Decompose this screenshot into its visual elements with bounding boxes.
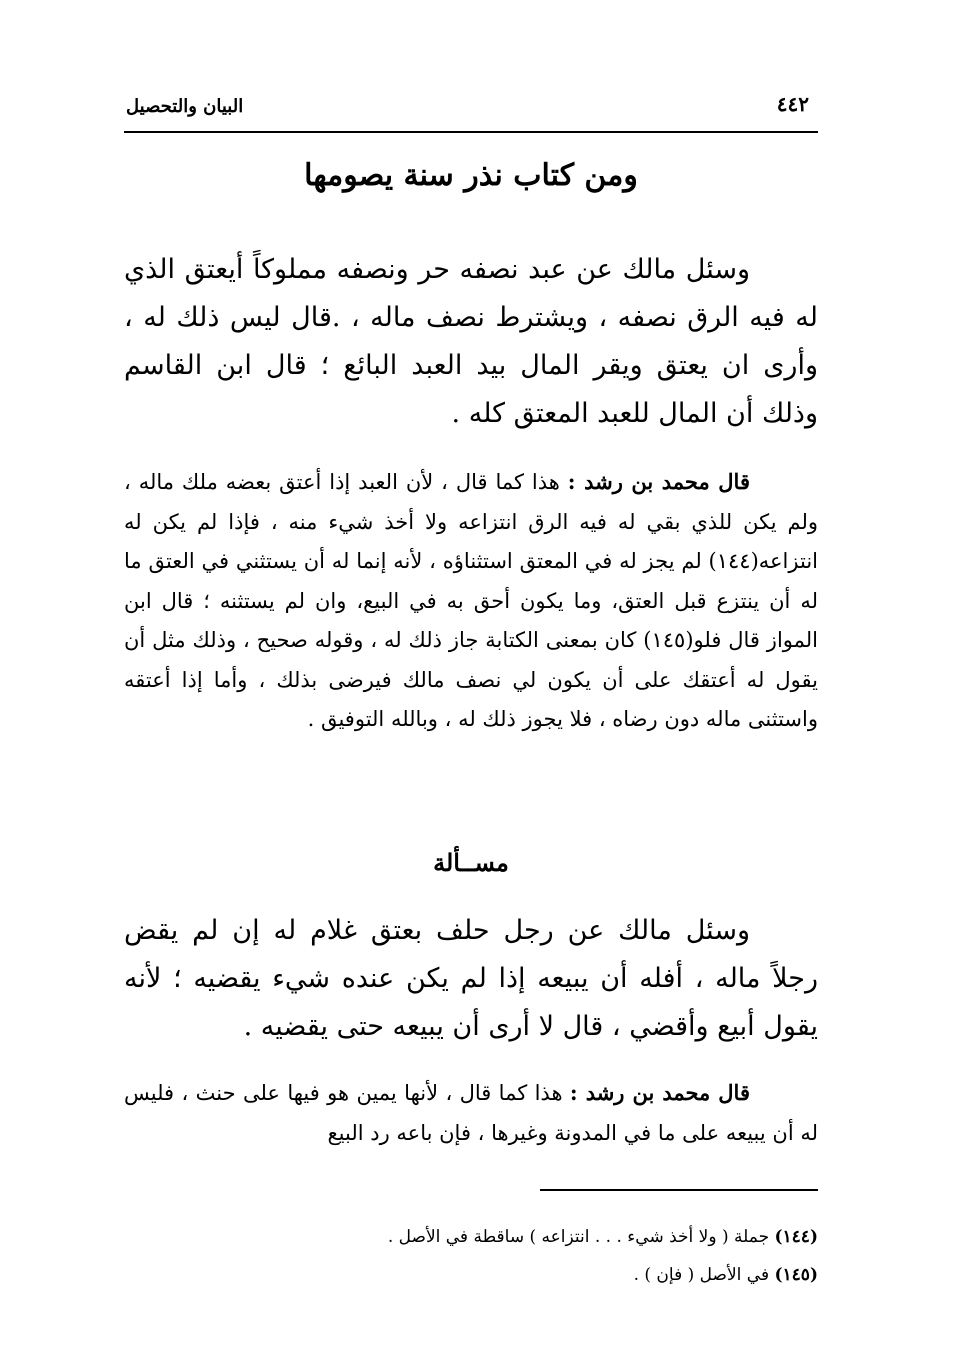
chapter-title: ومن كتاب نذر سنة يصومها xyxy=(304,158,638,193)
footnote-number: (١٤٥) xyxy=(774,1265,818,1285)
question-paragraph-1 xyxy=(124,246,818,438)
footnote-text: جملة ( ولا أخذ شيء . . . انتزاعه ) ساقطة في الأصل . xyxy=(387,1227,770,1247)
commentary-speaker-1: قال محمد بن رشد : xyxy=(567,469,750,494)
footnote-number: (١٤٤) xyxy=(774,1227,818,1247)
page-number: ٤٤٢ xyxy=(776,92,809,116)
commentary-body-1: هذا كما قال ، لأن العبد إذا أعتق بعضه ملك ماله ، ولم يكن للذي بقي له فيه الرق انتزاعه ولا أخذ شيء منه ، فإذا لم يكن له انتزاعه(١٤٤) لم يجز له في المعتق استثناؤه ، لأنه إنما له أن يستثني في العتق ما له أن ينتزع قبل العتق، وما يكون أحق به في البيع، وان لم يستثنه ؛ قال ابن المواز قال فلو(١٤٥) كان بمعنى الكتابة جاز ذلك له ، وقوله صحيح ، وذلك مثل أن يقول له أعتقك على أن يكون لي نصف مالك فيرضى بذلك ، وأما إذا أعتقه واستثنى ماله دون رضاه ، فلا يجوز ذلك له ، وبالله التوفيق . xyxy=(124,470,818,731)
question-text-2: وسئل مالك عن رجل حلف بعتق غلام له إن لم يقض رجلاً ماله ، أفله أن يبيعه إذا لم يكن عنده شيء يقضيه ؛ لأنه يقول أبيع وأقضي ، قال لا أرى أن يبيعه حتى يقضيه . xyxy=(124,915,818,1042)
footnote-145 xyxy=(124,1256,818,1294)
footnote-144 xyxy=(124,1218,818,1256)
footnote-text: في الأصل ( فإن ) . xyxy=(633,1265,770,1285)
question-paragraph-2 xyxy=(124,907,818,1051)
commentary-paragraph-1 xyxy=(124,462,818,740)
footnotes xyxy=(124,1218,818,1294)
running-header-title: البيان والتحصيل xyxy=(126,96,244,117)
commentary-text-2 xyxy=(124,1073,818,1153)
commentary-paragraph-2 xyxy=(124,1073,818,1153)
commentary-text-1 xyxy=(124,462,818,740)
section-subheading: مســألة xyxy=(433,848,509,877)
footnote-divider xyxy=(540,1189,818,1191)
commentary-speaker-2: قال محمد بن رشد : xyxy=(569,1080,750,1105)
header-divider xyxy=(124,131,818,133)
commentary-body-2: هذا كما قال ، لأنها يمين هو فيها على حنث ، فليس له أن يبيعه على ما في المدونة وغيرها ، فإن باعه رد البيع xyxy=(124,1081,818,1145)
question-text-1: وسئل مالك عن عبد نصفه حر ونصفه مملوكاً أيعتق الذي له فيه الرق نصفه ، ويشترط نصف ماله ، .قال ليس ذلك له ، وأرى ان يعتق ويقر المال بيد العبد البائع ؛ قال ابن القاسم وذلك أن المال للعبد المعتق كله . xyxy=(124,254,818,429)
